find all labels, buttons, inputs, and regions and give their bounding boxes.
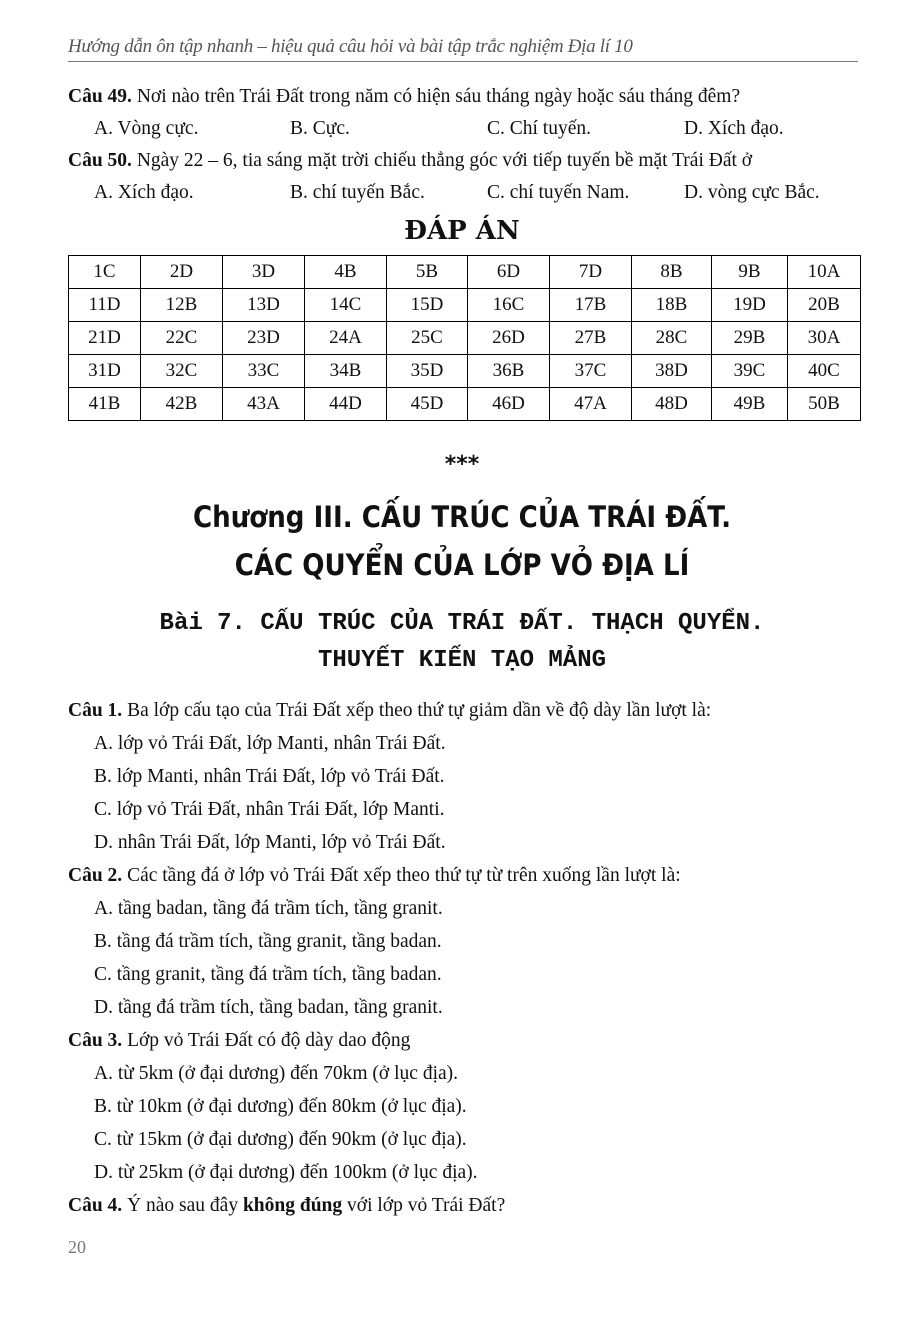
option: A. lớp vỏ Trái Đất, lớp Manti, nhân Trái Đất. bbox=[94, 733, 446, 754]
chapter-title-line-1: Chương III. CẤU TRÚC CỦA TRÁI ĐẤT. bbox=[192, 500, 732, 534]
option: C. lớp vỏ Trái Đất, nhân Trái Đất, lớp Manti. bbox=[94, 799, 445, 820]
lesson-title-line-1: Bài 7. CẤU TRÚC CỦA TRÁI ĐẤT. THẠCH QUYỂN. bbox=[159, 610, 765, 637]
question-label: Câu 3. bbox=[68, 1030, 123, 1051]
answer-cell: 22C bbox=[141, 322, 223, 355]
answer-cell: 3D bbox=[223, 256, 305, 289]
separator: *** bbox=[444, 452, 480, 477]
answer-cell: 33C bbox=[223, 355, 305, 388]
option: C. tầng granit, tầng đá trầm tích, tầng badan. bbox=[94, 964, 442, 985]
question-label: Câu 50. bbox=[68, 150, 132, 171]
question-text: Ngày 22 – 6, tia sáng mặt trời chiếu thẳng góc với tiếp tuyến bề mặt Trái Đất ở bbox=[131, 150, 753, 171]
answer-cell: 8B bbox=[632, 256, 712, 289]
option: D. nhân Trái Đất, lớp Manti, lớp vỏ Trái Đất. bbox=[94, 832, 446, 853]
option: D. Xích đạo. bbox=[684, 118, 784, 139]
answer-row bbox=[69, 322, 861, 355]
question-text: với lớp vỏ Trái Đất? bbox=[342, 1195, 506, 1216]
answers-title: ĐÁP ÁN bbox=[404, 216, 520, 246]
option: D. từ 25km (ở đại dương) đến 100km (ở lục địa). bbox=[94, 1162, 478, 1183]
question-3 bbox=[68, 1030, 410, 1052]
option: A. tầng badan, tầng đá trầm tích, tầng granit. bbox=[94, 898, 443, 919]
answer-cell: 7D bbox=[550, 256, 632, 289]
answer-cell: 31D bbox=[69, 355, 141, 388]
question-label: Câu 2. bbox=[68, 865, 123, 886]
page-number: 20 bbox=[68, 1237, 86, 1257]
chapter-title-line-2: CÁC QUYỂN CỦA LỚP VỎ ĐỊA LÍ bbox=[234, 548, 690, 582]
answer-cell: 43A bbox=[223, 388, 305, 421]
answer-table bbox=[68, 255, 861, 421]
option: C. từ 15km (ở đại dương) đến 90km (ở lục địa). bbox=[94, 1129, 467, 1150]
answer-cell: 1C bbox=[69, 256, 141, 289]
answer-cell: 14C bbox=[305, 289, 387, 322]
answer-cell: 37C bbox=[550, 355, 632, 388]
question-4 bbox=[68, 1195, 505, 1217]
answer-cell: 41B bbox=[69, 388, 141, 421]
answer-cell: 46D bbox=[468, 388, 550, 421]
option: D. vòng cực Bắc. bbox=[684, 182, 820, 203]
answer-cell: 38D bbox=[632, 355, 712, 388]
answer-cell: 21D bbox=[69, 322, 141, 355]
answer-cell: 23D bbox=[223, 322, 305, 355]
answer-cell: 48D bbox=[632, 388, 712, 421]
answer-cell: 35D bbox=[387, 355, 468, 388]
answer-cell: 5B bbox=[387, 256, 468, 289]
running-header: Hướng dẫn ôn tập nhanh – hiệu quả câu hỏi và bài tập trắc nghiệm Địa lí 10 bbox=[68, 36, 858, 62]
question-emphasis: không đúng bbox=[242, 1195, 343, 1216]
answer-cell: 4B bbox=[305, 256, 387, 289]
answer-cell: 45D bbox=[387, 388, 468, 421]
answer-cell: 28C bbox=[632, 322, 712, 355]
option: B. Cực. bbox=[290, 118, 350, 139]
answer-row bbox=[69, 289, 861, 322]
answer-row bbox=[69, 355, 861, 388]
question-2 bbox=[68, 865, 681, 887]
option: A. Vòng cực. bbox=[94, 118, 199, 139]
answer-cell: 17B bbox=[550, 289, 632, 322]
answer-cell: 26D bbox=[468, 322, 550, 355]
answer-cell: 34B bbox=[305, 355, 387, 388]
answer-cell: 24A bbox=[305, 322, 387, 355]
question-label: Câu 1. bbox=[68, 700, 123, 721]
answer-cell: 15D bbox=[387, 289, 468, 322]
option: C. chí tuyến Nam. bbox=[487, 182, 630, 203]
question-text: Lớp vỏ Trái Đất có độ dày dao động bbox=[122, 1030, 411, 1051]
answer-cell: 50B bbox=[788, 388, 861, 421]
answer-cell: 36B bbox=[468, 355, 550, 388]
option: A. Xích đạo. bbox=[94, 182, 194, 203]
option: A. từ 5km (ở đại dương) đến 70km (ở lục địa). bbox=[94, 1063, 459, 1084]
answer-cell: 30A bbox=[788, 322, 861, 355]
option: B. tầng đá trầm tích, tầng granit, tầng badan. bbox=[94, 931, 442, 952]
answer-cell: 39C bbox=[712, 355, 788, 388]
question-label: Câu 49. bbox=[68, 86, 132, 107]
answer-cell: 9B bbox=[712, 256, 788, 289]
option: B. từ 10km (ở đại dương) đến 80km (ở lục địa). bbox=[94, 1096, 467, 1117]
answer-cell: 2D bbox=[141, 256, 223, 289]
answer-cell: 16C bbox=[468, 289, 550, 322]
answer-cell: 40C bbox=[788, 355, 861, 388]
question-1 bbox=[68, 700, 711, 722]
answer-cell: 25C bbox=[387, 322, 468, 355]
answer-row bbox=[69, 388, 861, 421]
answer-row bbox=[69, 256, 861, 289]
answer-cell: 32C bbox=[141, 355, 223, 388]
answer-cell: 44D bbox=[305, 388, 387, 421]
answer-cell: 20B bbox=[788, 289, 861, 322]
question-label: Câu 4. bbox=[68, 1195, 123, 1216]
answer-cell: 18B bbox=[632, 289, 712, 322]
question-text: Nơi nào trên Trái Đất trong năm có hiện sáu tháng ngày hoặc sáu tháng đêm? bbox=[131, 86, 741, 107]
answer-cell: 27B bbox=[550, 322, 632, 355]
option: B. chí tuyến Bắc. bbox=[290, 182, 425, 203]
answer-cell: 10A bbox=[788, 256, 861, 289]
question-text: Ba lớp cấu tạo của Trái Đất xếp theo thứ tự giảm dần về độ dày lần lượt là: bbox=[122, 700, 712, 721]
option: B. lớp Manti, nhân Trái Đất, lớp vỏ Trái Đất. bbox=[94, 766, 445, 787]
answer-cell: 6D bbox=[468, 256, 550, 289]
question-text: Các tầng đá ở lớp vỏ Trái Đất xếp theo thứ tự từ trên xuống lần lượt là: bbox=[122, 865, 681, 886]
answer-cell: 13D bbox=[223, 289, 305, 322]
answer-cell: 47A bbox=[550, 388, 632, 421]
question-text: Ý nào sau đây bbox=[122, 1195, 243, 1216]
lesson-title-line-2: THUYẾT KIẾN TẠO MẢNG bbox=[317, 647, 607, 674]
answer-cell: 11D bbox=[69, 289, 141, 322]
answer-cell: 49B bbox=[712, 388, 788, 421]
question-50 bbox=[68, 150, 752, 172]
answer-cell: 12B bbox=[141, 289, 223, 322]
answer-cell: 42B bbox=[141, 388, 223, 421]
question-49 bbox=[68, 86, 740, 108]
answer-cell: 29B bbox=[712, 322, 788, 355]
answer-cell: 19D bbox=[712, 289, 788, 322]
option: C. Chí tuyến. bbox=[487, 118, 592, 139]
option: D. tầng đá trầm tích, tầng badan, tầng granit. bbox=[94, 997, 443, 1018]
